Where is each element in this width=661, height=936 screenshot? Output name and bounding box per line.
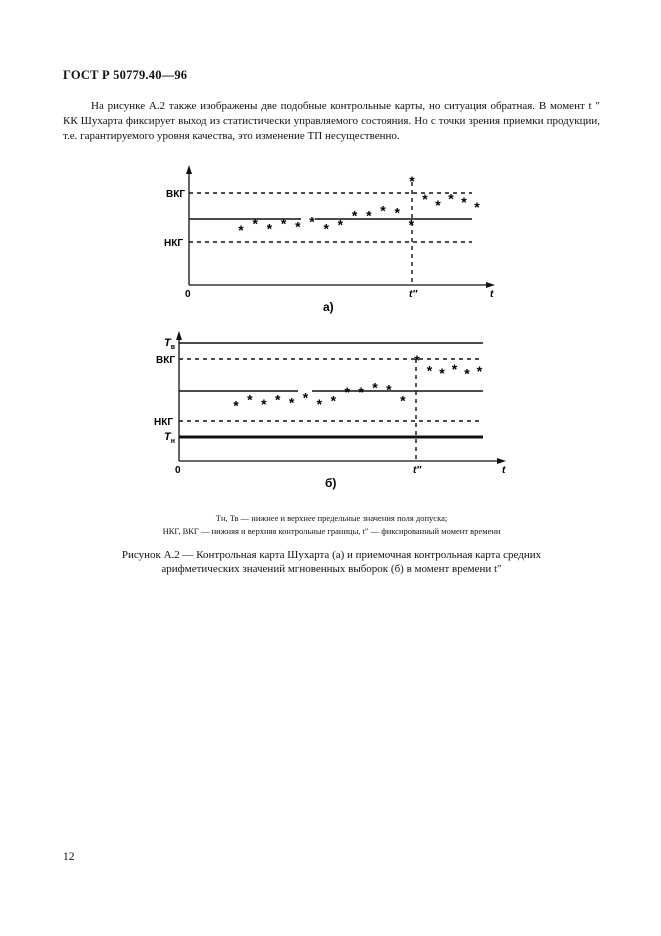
- chart-a-point-1: *: [238, 222, 244, 238]
- chart-b-label-tn: $Т_н$: [164, 431, 175, 445]
- chart-b-point-9: *: [344, 383, 350, 400]
- chart-b-point-8: *: [330, 392, 337, 409]
- chart-b-points: [233, 352, 483, 414]
- document-header: ГОСТ Р 50779.40—96: [63, 68, 188, 82]
- figure-legend: [63, 512, 600, 538]
- chart-a-point-19: *: [474, 198, 480, 215]
- chart-a-point-3: *: [266, 220, 273, 237]
- chart-a-point-4: *: [280, 215, 287, 232]
- chart-b-point-16: *: [439, 365, 445, 381]
- chart-b-t-axis-label: t: [502, 465, 506, 476]
- chart-b-label-nkg: НКГ: [154, 417, 173, 428]
- legend-line-2: НКГ, ВКГ — нижняя и верхняя контрольные границы, t″ — фиксированный момент времени: [162, 526, 501, 536]
- legend-line-1: Тн, Тв — нижнее и верхнее предельные значения поля допуска;: [215, 513, 448, 523]
- chart-b-y-arrow: [176, 331, 182, 340]
- chart-a-point-5: *: [295, 218, 301, 235]
- chart-b-point-15: *: [426, 362, 433, 379]
- chart-a-label-nkg: НКГ: [164, 238, 183, 249]
- chart-b-point-17: *: [451, 361, 458, 378]
- chart-a-t-axis-label: t: [490, 289, 494, 300]
- chart-b-point-14: *: [414, 352, 420, 368]
- chart-b-point-19: *: [476, 363, 483, 380]
- chart-b-caption: б): [325, 476, 337, 490]
- chart-b-point-18: *: [464, 365, 470, 382]
- chart-a-point-6: *: [309, 213, 315, 230]
- chart-b-x-arrow: [497, 458, 506, 464]
- figure-caption-line-1: Рисунок А.2 — Контрольная карта Шухарта (а) и приемочная контрольная карта средних: [121, 549, 542, 561]
- chart-a-point-15: *: [422, 191, 428, 208]
- chart-a-point-16: *: [435, 196, 441, 213]
- chart-b-point-2: *: [247, 391, 253, 408]
- chart-a-point-12: *: [394, 204, 400, 221]
- chart-b-origin: 0: [175, 465, 181, 476]
- chart-a-caption: а): [323, 300, 334, 314]
- chart-a-point-9: *: [351, 207, 358, 224]
- chart-a-label-vkg: ВКГ: [166, 189, 185, 200]
- chart-b-point-11: *: [372, 379, 378, 396]
- chart-a-point-8: *: [337, 216, 344, 233]
- chart-b-point-7: *: [316, 396, 323, 413]
- chart-a-point-7: *: [323, 220, 329, 237]
- chart-b-label-vkg: ВКГ: [156, 355, 175, 366]
- chart-a-point-18: *: [461, 194, 467, 210]
- chart-b-label-tv: $Т_в$: [164, 337, 176, 351]
- paragraph-text: На рисунке А.2 также изображены две подобные контрольные карты, но ситуация обратная. В момент t ″ КК Шухарта фиксирует выход из статистически управляемого состояния. Но с точки зрения приемки продукции, т.е. гарантируемого уровня качества, это изменение ТП несущественно.: [63, 100, 600, 142]
- chart-a-point-13: *: [408, 216, 415, 233]
- chart-b-point-5: *: [288, 394, 295, 411]
- chart-b-point-4: *: [274, 391, 281, 408]
- page-number: 12: [63, 851, 75, 863]
- figure-caption: [63, 548, 600, 576]
- chart-b-tprime-label: t″: [413, 465, 422, 476]
- chart-b-point-1: *: [233, 397, 239, 414]
- figure-caption-line-2: арифметических значений мгновенных выборок (б) в момент времени t″: [161, 563, 502, 575]
- chart-a-tprime-label: t″: [409, 289, 418, 300]
- chart-b-point-10: *: [358, 383, 364, 400]
- chart-a-point-10: *: [366, 207, 372, 224]
- chart-b-point-13: *: [400, 392, 406, 409]
- chart-a-point-17: *: [448, 190, 454, 207]
- chart-a-point-14: *: [409, 173, 415, 189]
- chart-a-point-11: *: [380, 202, 386, 219]
- chart-b-point-12: *: [386, 381, 392, 398]
- chart-a-point-2: *: [252, 215, 258, 232]
- chart-a-origin: 0: [185, 289, 191, 300]
- chart-b-point-3: *: [261, 396, 267, 413]
- chart-b-point-6: *: [302, 389, 309, 406]
